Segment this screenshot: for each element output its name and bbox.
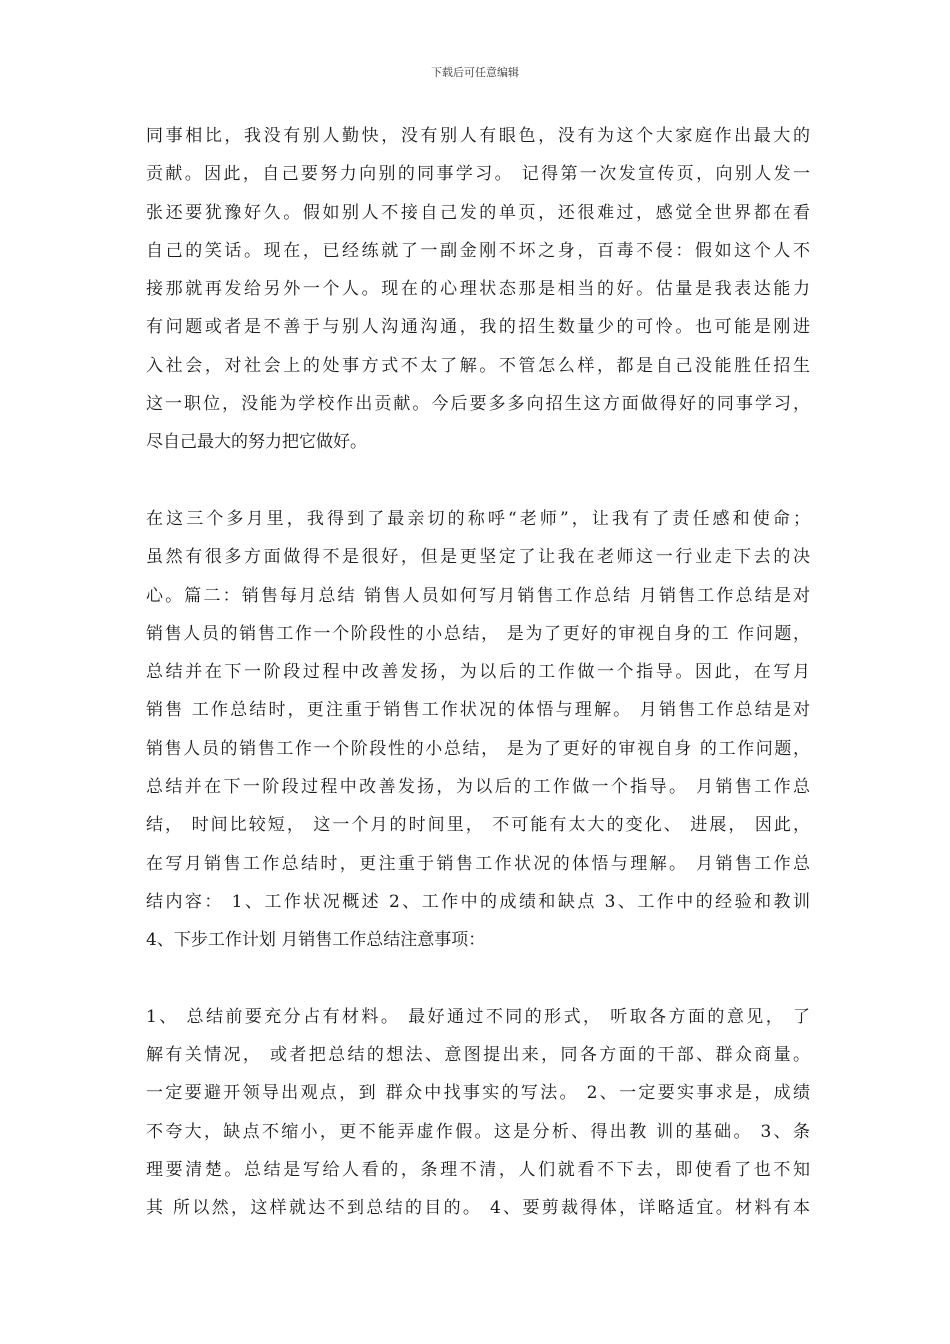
paragraph-gap — [146, 462, 810, 500]
text-line: 接那就再发给另外一个人。现在的心理状态那是相当的好。估量是我表达能力 — [146, 279, 810, 300]
text-line: 这一职位，没能为学校作出贡献。今后要多多向招生这方面做得好的同事学习， — [146, 394, 810, 415]
text-line: 其 所以然，这样就达不到总结的目的。 4、要剪裁得体，详略适宜。材料有本 — [146, 1198, 810, 1219]
text-line: 虽然有很多方面做得不是很好，但是更坚定了让我在老师这一行业走下去的决 — [146, 547, 810, 568]
text-line: 总结并在下一阶段过程中改善发扬，为以后的工作做一个指导。因此，在写月 — [146, 662, 810, 683]
page-header: 下载后可任意编辑 — [431, 66, 519, 79]
text-line: 一定要避开领导出观点，到 群众中找事实的写法。 2、一定要实事求是，成绩 — [146, 1083, 810, 1104]
text-line: 结内容： 1、工作状况概述 2、工作中的成绩和缺点 3、工作中的经验和教训 — [146, 891, 810, 912]
text-line: 解有关情况， 或者把总结的想法、意图提出来，同各方面的干部、群众商量。 — [146, 1045, 810, 1066]
text-line: 销售人员的销售工作一个阶段性的小总结， 是为了更好的审视自身的工 作问题， — [146, 623, 810, 644]
paragraph-1 — [146, 117, 810, 462]
text-line: 同事相比，我没有别人勤快，没有别人有眼色，没有为这个大家庭作出最大的 — [146, 126, 810, 146]
text-line: 总结并在下一阶段过程中改善发扬，为以后的工作做一个指导。 月销售工作总 — [146, 777, 810, 798]
text-line: 有问题或者是不善于与别人沟通沟通，我的招生数量少的可怜。也可能是刚进 — [146, 317, 810, 338]
paragraph-3 — [146, 998, 810, 1228]
text-line: 在这三个多月里，我得到了最亲切的称呼“老师”，让我有了责任感和使命； — [146, 508, 810, 529]
text-line: 不夸大，缺点不缩小，更不能弄虚作假。这是分析、得出教 训的基础。 3、条 — [146, 1121, 810, 1142]
text-line: 1、 总结前要充分占有材料。 最好通过不同的形式， 听取各方面的意见， 了 — [146, 1006, 810, 1027]
text-line: 销售人员的销售工作一个阶段性的小总结， 是为了更好的审视自身 的工作问题， — [146, 738, 810, 759]
text-line: 理要清楚。总结是写给人看的，条理不清，人们就看不下去，即使看了也不知 — [146, 1160, 810, 1181]
text-line: 自己的笑话。现在，已经练就了一副金刚不坏之身，百毒不侵：假如这个人不 — [146, 240, 810, 261]
paragraph-2 — [146, 500, 810, 960]
text-line: 销售 工作总结时，更注重于销售工作状况的体悟与理解。 月销售工作总结是对 — [146, 700, 810, 721]
text-line: 张还要犹豫好久。假如别人不接自己发的单页，还很难过，感觉全世界都在看 — [146, 202, 810, 223]
document-body — [146, 117, 810, 1228]
text-line: 尽自己最大的努力把它做好。 — [146, 432, 367, 453]
text-line: 心。篇二：销售每月总结 销售人员如何写月销售工作总结 月销售工作总结是对 — [146, 585, 810, 606]
text-line: 结， 时间比较短， 这一个月的时间里， 不可能有太大的变化、 进展， 因此， — [146, 815, 810, 836]
text-line: 贡献。因此，自己要努力向别的同事学习。 记得第一次发宣传页，向别人发一 — [146, 164, 810, 185]
text-line: 在写月销售工作总结时，更注重于销售工作状况的体悟与理解。 月销售工作总 — [146, 853, 810, 874]
text-line: 入社会，对社会上的处事方式不太了解。不管怎么样，都是自己没能胜任招生 — [146, 355, 810, 376]
text-line: 4、下步工作计划 月销售工作总结注意事项： — [146, 930, 486, 951]
paragraph-gap — [146, 960, 810, 998]
